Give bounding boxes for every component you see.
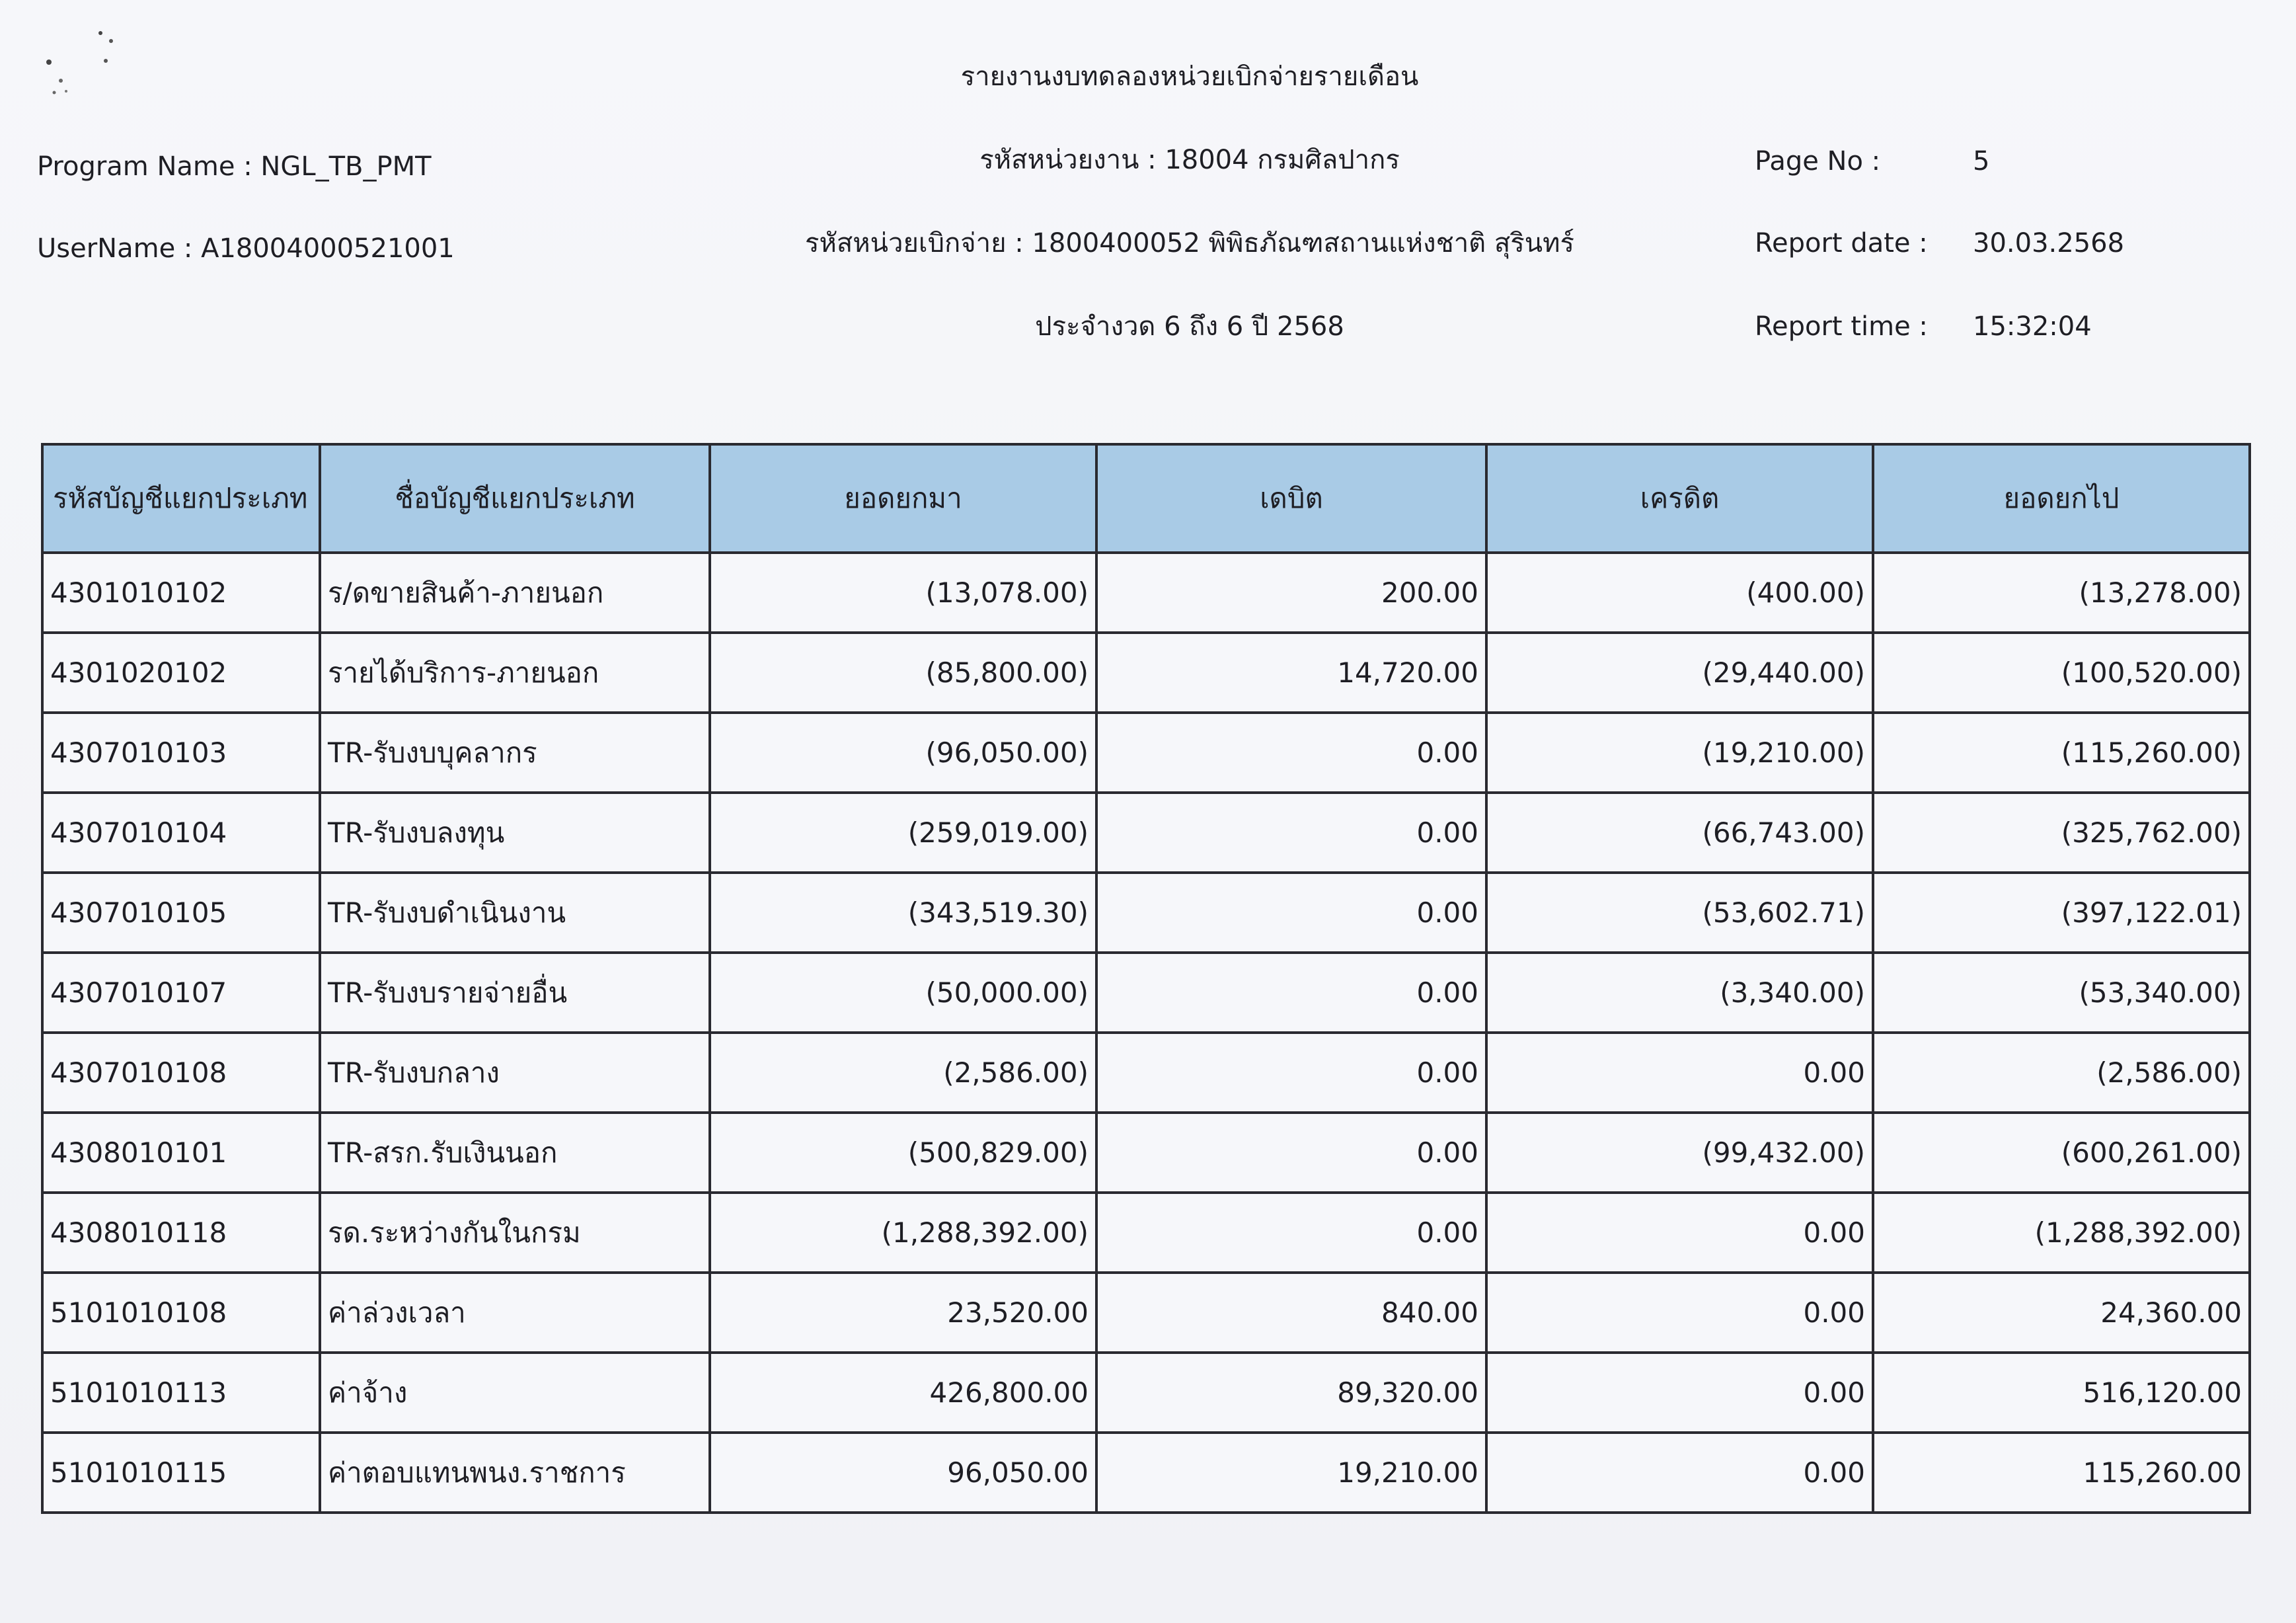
brought-forward-amount: (96,050.00) <box>710 713 1096 793</box>
debit-amount: 89,320.00 <box>1096 1353 1486 1433</box>
credit-amount: (400.00) <box>1486 553 1873 633</box>
brought-forward-amount: 426,800.00 <box>710 1353 1096 1433</box>
account-name: รด.ระหว่างกันในกรม <box>320 1193 710 1273</box>
carried-forward-amount: (2,586.00) <box>1873 1033 2250 1113</box>
credit-amount: 0.00 <box>1486 1433 1873 1513</box>
account-name: TR-รับงบบุคลากร <box>320 713 710 793</box>
table-row <box>42 1353 2250 1433</box>
brought-forward-amount: (85,800.00) <box>710 633 1096 713</box>
carried-forward-amount: (115,260.00) <box>1873 713 2250 793</box>
debit-amount: 0.00 <box>1096 1193 1486 1273</box>
header-credit: เครดิต <box>1486 444 1873 553</box>
account-code: 5101010113 <box>42 1353 320 1433</box>
carried-forward-amount: 115,260.00 <box>1873 1433 2250 1513</box>
table-row <box>42 793 2250 873</box>
credit-amount: (19,210.00) <box>1486 713 1873 793</box>
carried-forward-amount: (53,340.00) <box>1873 953 2250 1033</box>
debit-amount: 0.00 <box>1096 873 1486 953</box>
credit-amount: (29,440.00) <box>1486 633 1873 713</box>
agency-line: รหัสหน่วยงาน : 18004 กรมศิลปากร <box>979 145 1400 175</box>
account-name: TR-รับงบดำเนินงาน <box>320 873 710 953</box>
debit-amount: 840.00 <box>1096 1273 1486 1353</box>
carried-forward-amount: (1,288,392.00) <box>1873 1193 2250 1273</box>
page-no-label: Page No : <box>1755 146 1881 177</box>
table-row <box>42 1193 2250 1273</box>
brought-forward-amount: (1,288,392.00) <box>710 1193 1096 1273</box>
report-title: รายงานงบทดลองหน่วยเบิกจ่ายรายเดือน <box>960 61 1419 92</box>
credit-amount: 0.00 <box>1486 1353 1873 1433</box>
account-name: TR-สรก.รับเงินนอก <box>320 1113 710 1193</box>
account-code: 4301020102 <box>42 633 320 713</box>
page-no-value: 5 <box>1973 146 1990 177</box>
debit-amount: 19,210.00 <box>1096 1433 1486 1513</box>
debit-amount: 0.00 <box>1096 953 1486 1033</box>
header-carried-forward: ยอดยกไป <box>1873 444 2250 553</box>
account-name: ค่าล่วงเวลา <box>320 1273 710 1353</box>
report-time-label: Report time : <box>1755 311 1928 342</box>
table-row <box>42 1033 2250 1113</box>
account-code: 4308010118 <box>42 1193 320 1273</box>
scan-speck-marks <box>26 20 132 99</box>
carried-forward-amount: (600,261.00) <box>1873 1113 2250 1193</box>
debit-amount: 0.00 <box>1096 793 1486 873</box>
brought-forward-amount: (13,078.00) <box>710 553 1096 633</box>
account-code: 4307010107 <box>42 953 320 1033</box>
table-row <box>42 633 2250 713</box>
carried-forward-amount: (397,122.01) <box>1873 873 2250 953</box>
header-account-code: รหัสบัญชีแยกประเภท <box>42 444 320 553</box>
account-code: 5101010115 <box>42 1433 320 1513</box>
header-account-name: ชื่อบัญชีแยกประเภท <box>320 444 710 553</box>
brought-forward-amount: (50,000.00) <box>710 953 1096 1033</box>
report-date-value: 30.03.2568 <box>1973 228 2125 258</box>
brought-forward-amount: (500,829.00) <box>710 1113 1096 1193</box>
header-brought-forward: ยอดยกมา <box>710 444 1096 553</box>
brought-forward-amount: (2,586.00) <box>710 1033 1096 1113</box>
credit-amount: (99,432.00) <box>1486 1113 1873 1193</box>
debit-amount: 14,720.00 <box>1096 633 1486 713</box>
debit-amount: 0.00 <box>1096 1113 1486 1193</box>
brought-forward-amount: (343,519.30) <box>710 873 1096 953</box>
program-name: Program Name : NGL_TB_PMT <box>37 151 432 182</box>
table-row <box>42 873 2250 953</box>
account-name: TR-รับงบลงทุน <box>320 793 710 873</box>
report-time-value: 15:32:04 <box>1973 311 2092 342</box>
header-debit: เดบิต <box>1096 444 1486 553</box>
disbursing-unit-line: รหัสหน่วยเบิกจ่าย : 1800400052 พิพิธภัณฑสถานแห่งชาติ สุรินทร์ <box>805 228 1574 258</box>
credit-amount: 0.00 <box>1486 1273 1873 1353</box>
carried-forward-amount: (13,278.00) <box>1873 553 2250 633</box>
credit-amount: 0.00 <box>1486 1033 1873 1113</box>
debit-amount: 200.00 <box>1096 553 1486 633</box>
table-row <box>42 1273 2250 1353</box>
account-name: รายได้บริการ-ภายนอก <box>320 633 710 713</box>
debit-amount: 0.00 <box>1096 1033 1486 1113</box>
credit-amount: (66,743.00) <box>1486 793 1873 873</box>
account-name: TR-รับงบกลาง <box>320 1033 710 1113</box>
table-row <box>42 953 2250 1033</box>
account-code: 4307010104 <box>42 793 320 873</box>
user-name: UserName : A18004000521001 <box>37 233 455 264</box>
brought-forward-amount: 96,050.00 <box>710 1433 1096 1513</box>
table-row <box>42 1113 2250 1193</box>
credit-amount: 0.00 <box>1486 1193 1873 1273</box>
report-date-label: Report date : <box>1755 228 1928 258</box>
account-code: 4301010102 <box>42 553 320 633</box>
table-header-row <box>42 444 2250 553</box>
brought-forward-amount: 23,520.00 <box>710 1273 1096 1353</box>
account-code: 4308010101 <box>42 1113 320 1193</box>
carried-forward-amount: 516,120.00 <box>1873 1353 2250 1433</box>
trial-balance-table <box>41 443 2251 1514</box>
credit-amount: (3,340.00) <box>1486 953 1873 1033</box>
account-name: TR-รับงบรายจ่ายอื่น <box>320 953 710 1033</box>
period-line: ประจำงวด 6 ถึง 6 ปี 2568 <box>1035 311 1344 342</box>
account-code: 5101010108 <box>42 1273 320 1353</box>
account-name: ร/ดขายสินค้า-ภายนอก <box>320 553 710 633</box>
carried-forward-amount: (100,520.00) <box>1873 633 2250 713</box>
account-name: ค่าจ้าง <box>320 1353 710 1433</box>
account-code: 4307010108 <box>42 1033 320 1113</box>
account-code: 4307010105 <box>42 873 320 953</box>
table-row <box>42 1433 2250 1513</box>
table-row <box>42 713 2250 793</box>
carried-forward-amount: (325,762.00) <box>1873 793 2250 873</box>
carried-forward-amount: 24,360.00 <box>1873 1273 2250 1353</box>
account-code: 4307010103 <box>42 713 320 793</box>
table-row <box>42 553 2250 633</box>
debit-amount: 0.00 <box>1096 713 1486 793</box>
credit-amount: (53,602.71) <box>1486 873 1873 953</box>
account-name: ค่าตอบแทนพนง.ราชการ <box>320 1433 710 1513</box>
brought-forward-amount: (259,019.00) <box>710 793 1096 873</box>
